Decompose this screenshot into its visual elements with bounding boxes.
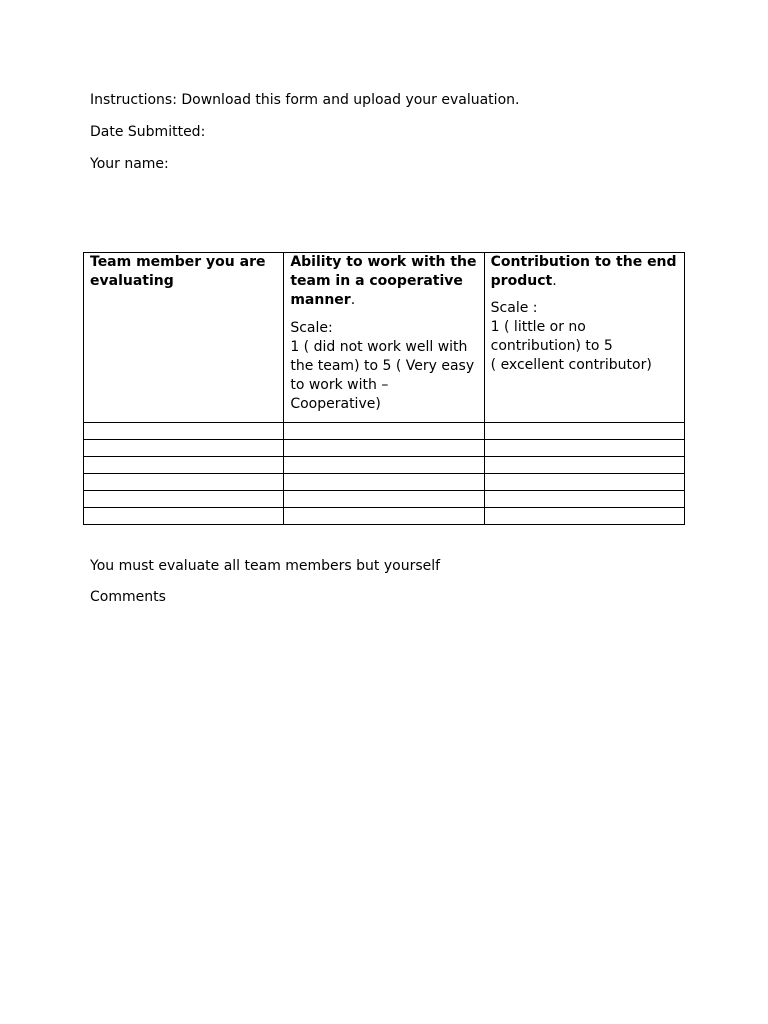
table-header-row (84, 253, 685, 423)
contribution-cell[interactable] (484, 423, 684, 440)
instructions-text: Instructions: Download this form and upload your evaluation. (90, 92, 520, 108)
team-member-cell[interactable] (84, 440, 284, 457)
table-row (84, 423, 685, 440)
header-cooperation-label: Ability to work with the team in a cooperative manner (290, 254, 477, 308)
header-cooperation-period: . (350, 292, 356, 308)
evaluate-note: You must evaluate all team members but yourself (90, 558, 441, 574)
team-member-cell[interactable] (84, 457, 284, 474)
contribution-cell[interactable] (484, 440, 684, 457)
team-member-cell[interactable] (84, 491, 284, 508)
table-row (84, 474, 685, 491)
comments-label: Comments (90, 589, 166, 605)
cooperation-cell[interactable] (284, 440, 484, 457)
cooperation-cell[interactable] (284, 423, 484, 440)
contribution-cell[interactable] (484, 491, 684, 508)
cooperation-cell[interactable] (284, 457, 484, 474)
table-row (84, 457, 685, 474)
header-contribution-scale: Scale : 1 ( little or no contribution) to 5 ( excellent contributor) (490, 300, 652, 373)
your-name-label: Your name: (90, 156, 169, 172)
team-member-cell[interactable] (84, 423, 284, 440)
contribution-cell[interactable] (484, 474, 684, 491)
header-contribution-period: . (552, 273, 557, 289)
table-row (84, 491, 685, 508)
table-row (84, 508, 685, 525)
cooperation-cell[interactable] (284, 491, 484, 508)
header-contribution-label: Contribution to the end product (490, 254, 677, 289)
team-member-cell[interactable] (84, 474, 284, 491)
header-team-member (84, 253, 284, 423)
table-row (84, 440, 685, 457)
cooperation-cell[interactable] (284, 474, 484, 491)
header-cooperation-scale: Scale: 1 ( did not work well with the team) to 5 ( Very easy to work with – Cooperative) (290, 320, 475, 412)
team-member-cell[interactable] (84, 508, 284, 525)
contribution-cell[interactable] (484, 508, 684, 525)
cooperation-cell[interactable] (284, 508, 484, 525)
contribution-cell[interactable] (484, 457, 684, 474)
header-team-member-label: Team member you are evaluating (90, 254, 266, 289)
date-submitted-label: Date Submitted: (90, 124, 206, 140)
header-contribution (484, 253, 684, 423)
evaluation-table (83, 252, 685, 525)
header-cooperation (284, 253, 484, 423)
